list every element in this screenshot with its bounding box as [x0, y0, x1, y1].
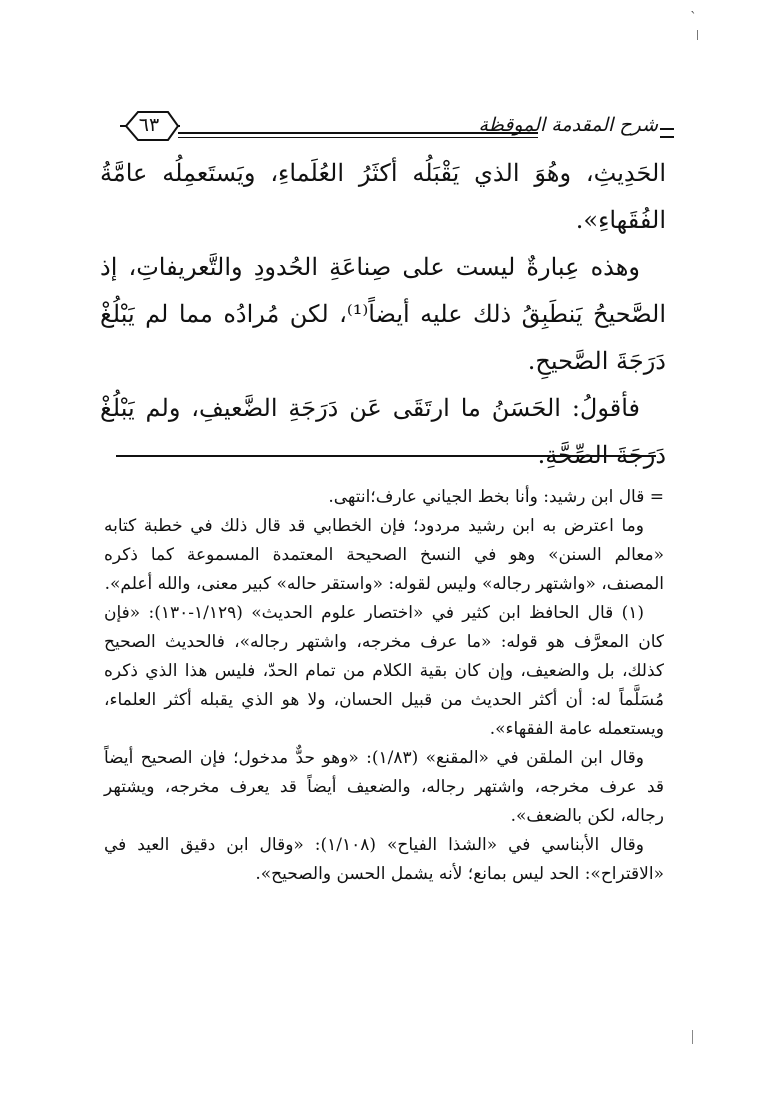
- main-text: [100, 150, 666, 479]
- footnote-divider: [116, 455, 656, 457]
- running-header: [118, 106, 658, 150]
- main-paragraph-2: وهذه عِبارةٌ ليست على صِناعَةِ الحُدودِ والتَّعريفاتِ، إذ الصَّحيحُ يَنطَبِقُ ذلك عليه أيضاً⁽¹⁾، لكن مُرادُه مما لم يَبْلُغْ دَرَجَةَ الصَّحيحِ.: [100, 253, 666, 375]
- corner-mark: ˋ: [690, 10, 697, 26]
- corner-tick: [697, 30, 698, 40]
- footnote-paragraph: وقال الأبناسي في «الشذا الفياح» (١/١٠٨): «وقال ابن دقيق العيد في «الاقتراح»: الحد ليس بمانع؛ لأنه يشمل الحسن والصحيح».: [104, 835, 664, 884]
- edge-tick: [692, 1030, 693, 1044]
- footnote-1: (١) قال الحافظ ابن كثير في «اختصار علوم الحديث» (١/١٢٩-١٣٠): «فإن كان المعرَّف هو قوله: «ما عرف مخرجه، واشتهر رجاله»، فالحديث الصحيح كذلك، بل والضعيف، وإن كان بقية الكلام من تمام الحدّ، فليس هذا الذي ذكره مُسَلَّماً له: أن أكثر الحديث من قبيل الحسان، ولا هو الذي يقبله أكثر العلماء، ويستعمله عامة الفقهاء».: [104, 603, 664, 739]
- main-paragraph-1: الحَدِيثِ، وهُوَ الذي يَقْبَلُه أكثَرُ العُلَماءِ، ويَستَعمِلُه عامَّةُ الفُقَهاءِ».: [100, 159, 666, 234]
- page-number-badge: [118, 106, 180, 146]
- main-paragraph-3: فأقولُ: الحَسَنُ ما ارتَقَى عَن دَرَجَةِ الضَّعيفِ، ولم يَبْلُغْ دَرَجَةَ الصِّحَّةِ.: [100, 394, 666, 469]
- header-rule: [178, 132, 538, 138]
- header-dash: [660, 128, 674, 138]
- running-title: شرح المقدمة الموقظة: [478, 114, 658, 136]
- footnote-continuation: = قال ابن رشيد: وأنا بخط الجياني عارف؛انتهى.: [328, 487, 664, 507]
- footnote-paragraph: وقال ابن الملقن في «المقنع» (١/٨٣): «وهو حدٌّ مدخول؛ فإن الصحيح أيضاً قد عرف مخرجه، واشتهر رجاله، والضعيف أيضاً قد يعرف مخرجه، ويشتهر رجاله، لكن بالضعف».: [104, 748, 664, 826]
- footnote-paragraph: وما اعترض به ابن رشيد مردود؛ فإن الخطابي قد قال ذلك في خطبة كتابه «معالم السنن» وهو في النسخ الصحيحة المعتمدة المسموعة كما ذكره المصنف، «واشتهر رجاله» وليس لقوله: «واستقر حاله» كبير معنى، والله أعلم».: [104, 516, 664, 594]
- page-number: ٦٣: [138, 114, 160, 136]
- footnotes: [104, 483, 664, 889]
